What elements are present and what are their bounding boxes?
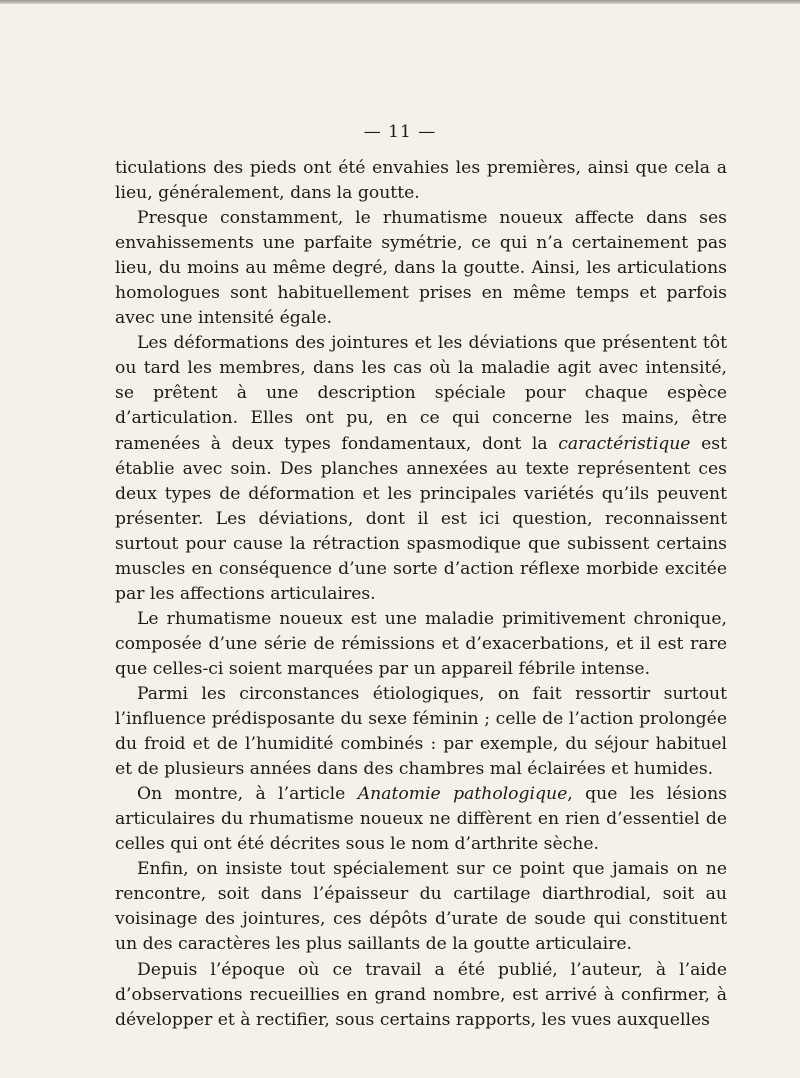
paragraph bbox=[115, 607, 727, 682]
paragraph bbox=[115, 156, 727, 206]
top-border-rule bbox=[0, 0, 800, 4]
paragraph-text: Parmi les circonstances étiologiques, on fait ressortir surtout l’influence prédisposante du sexe féminin ; celle de l’action prolongée du froid et de l’humidité combinés : par exemple, du séjour habituel et de plusieurs années dans des chambres mal éclairées et humides. bbox=[115, 683, 727, 780]
paragraph-text: Presque constamment, le rhumatisme noueux affecte dans ses envahissements une parfaite symétrie, ce qui n’a certainement pas lieu, du moins au même degré, dans la goutte. Ainsi, les articulations homologues sont habituellement prises en même temps et parfois avec une intensité égale. bbox=[115, 208, 727, 329]
italic-term: Anatomie pathologique bbox=[357, 784, 568, 805]
paragraph bbox=[115, 958, 727, 1033]
paragraph-text: est établie avec soin. Des planches annexées au texte représentent ces deux types de déformation et les principales variétés qu’ils peuvent présenter. Les déviations, dont il est ici question, reconnaissent surtout pour cause la rétraction spasmodique que subissent certains muscles en conséquence d’une sorte d’action réflexe morbide excitée par les affections articulaires. bbox=[115, 433, 727, 604]
italic-term: caractéristique bbox=[558, 433, 691, 454]
paragraph bbox=[115, 857, 727, 957]
paragraph bbox=[115, 782, 727, 857]
paragraph-text: Enfin, on insiste tout spécialement sur ce point que jamais on ne rencontre, soit dans l’épaisseur du cartilage diarthrodial, soit au voisinage des jointures, ces dépôts d’urate de soude qui constituent un des caractères les plus saillants de la goutte articulaire. bbox=[115, 859, 727, 955]
paragraph-text: , que les lésions articulaires du rhumatisme noueux ne diffèrent en rien d’essentiel de celles qui ont été décrites sous le nom d’arthrite sèche. bbox=[115, 784, 727, 855]
paragraph-text: Les déformations des jointures et les déviations que présentent tôt ou tard les membres, dans les cas où la maladie agit avec intensité, se prêtent à une description spéciale pour chaque espèce d’articulation. Elles ont pu, en ce qui concerne les mains, être ramenées à deux types fondamentaux, dont la bbox=[115, 333, 727, 454]
paragraph-text: Depuis l’époque où ce travail a été publié, l’auteur, à l’aide d’observations recueillies en grand nombre, est arrivé à confirmer, à développer et à rectifier, sous certains rapports, les vues auxquelles bbox=[115, 959, 727, 1030]
paragraph bbox=[115, 331, 727, 607]
paragraph bbox=[115, 682, 727, 782]
page-number: — 11 — bbox=[363, 122, 437, 142]
body-text bbox=[115, 156, 727, 1033]
paragraph-text: ticulations des pieds ont été envahies les premières, ainsi que cela a lieu, généralement, dans la goutte. bbox=[115, 158, 727, 204]
paragraph-text: Le rhumatisme noueux est une maladie primitivement chronique, composée d’une série de rémissions et d’exacerbations, et il est rare que celles-ci soient marquées par un appareil fébrile intense. bbox=[115, 608, 727, 679]
paragraph bbox=[115, 206, 727, 331]
paragraph-text: On montre, à l’article bbox=[137, 784, 358, 805]
